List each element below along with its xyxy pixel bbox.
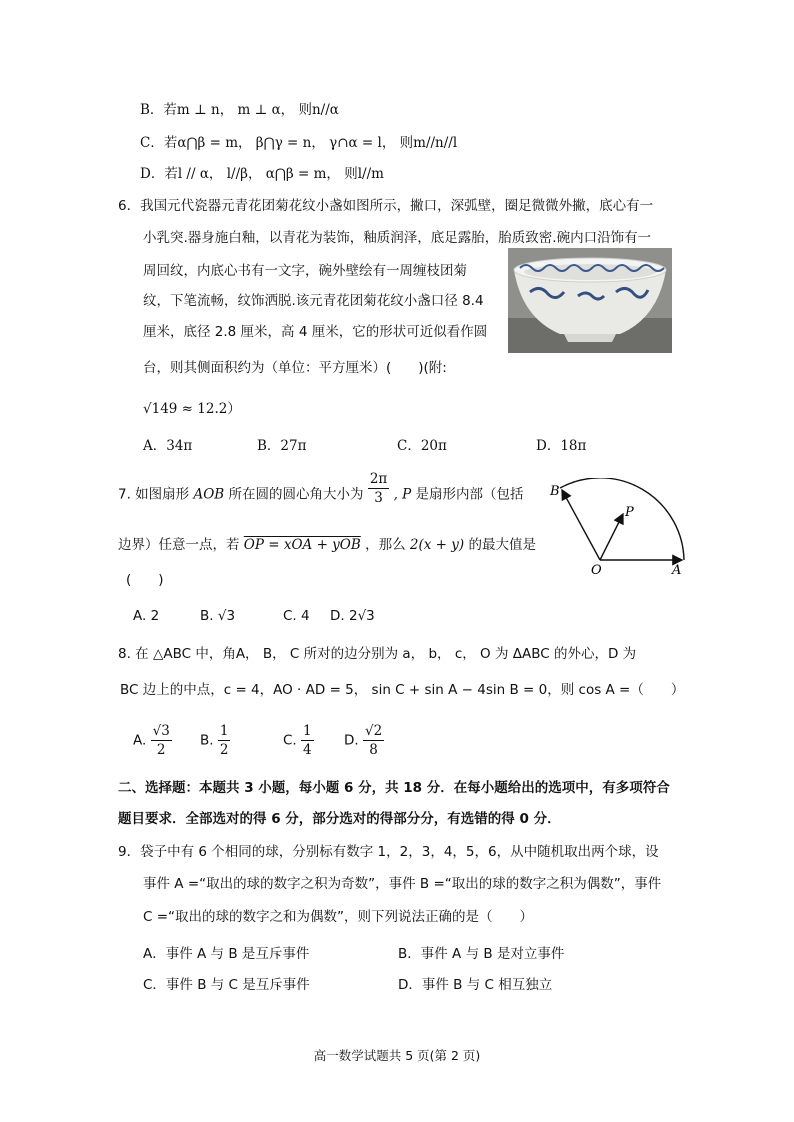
q7-option-c: C. 4 [283, 608, 310, 624]
q8-option-b [200, 722, 230, 759]
q9-line2: 事件 A =“取出的球的数字之积为奇数”，事件 B =“取出的球的数字之积为偶数”，事件 [143, 876, 662, 892]
q6-line5: 厘米，底径 2.8 厘米，高 4 厘米，它的形状可近似看作圆 [143, 324, 488, 340]
section2-line1: 二、选择题：本题共 3 小题，每小题 6 分，共 18 分．在每小题给出的选项中，有多项符合 [118, 780, 670, 796]
q8-option-a-label: A. [133, 732, 147, 749]
q7-text-e: 是扇形内部（包括 [415, 486, 524, 503]
q8-option-d-fraction [363, 722, 384, 759]
q7-sector-name: AOB [193, 486, 225, 503]
q9-option-a: A．事件 A 与 B 是互斥事件 [143, 946, 310, 962]
q7-text-a: 7. 如图扇形 [118, 486, 190, 503]
q5-option-b: B．若m ⊥ n， m ⊥ α， 则n//α [140, 102, 339, 118]
q8-option-a-fraction [151, 722, 172, 759]
q7-angle-denominator: 3 [374, 490, 383, 506]
q7-option-b: B. √3 [200, 608, 236, 624]
q8-option-a-num: √3 [152, 723, 170, 739]
q7-angle-numerator: 2π [369, 471, 388, 487]
q9-line1: 9．袋子中有 6 个相同的球，分别标有数字 1，2，3，4，5，6，从中随机取出两个球，设 [118, 844, 659, 860]
q6-option-d: D．18π [536, 438, 587, 454]
q9-option-d: D．事件 B 与 C 相互独立 [398, 977, 553, 993]
q8-option-b-num: 1 [219, 723, 229, 739]
q9-line3: C =“取出的球的数字之和为偶数”，则下列说法正确的是（ ） [143, 909, 534, 925]
q7-vector-equation: OP = xOA + yOB [243, 537, 361, 553]
vector-op [600, 514, 623, 560]
q8-option-d-num: √2 [364, 723, 383, 739]
q8-option-c [283, 722, 314, 759]
q8-option-d [344, 722, 384, 759]
q7-line3: ( ) [126, 572, 164, 588]
q7-expression: 2(x + y) [409, 537, 465, 553]
q8-option-d-den: 8 [369, 742, 378, 758]
q6-option-c: C．20π [397, 438, 447, 454]
q7-point-p: , P [393, 486, 412, 503]
q6-line4: 纹，下笔流畅，纹饰洒脱.该元青花团菊花纹小盏口径 8.4 [143, 293, 484, 309]
q7-text-2e: 的最大值是 [468, 537, 536, 553]
q7-text-c: 所在圆的圆心角大小为 [228, 486, 364, 503]
q6-line3: 周回纹，内底心书有一文字，碗外壁绘有一周缠枝团菊 [143, 263, 467, 279]
q7-line2 [118, 535, 536, 555]
q7-angle-fraction [368, 470, 389, 507]
q7-text-2a: 边界）任意一点，若 [118, 537, 240, 553]
q6-line2: 小乳突.器身施白釉，以青花为装饰，釉质润泽，底足露胎，胎质致密.碗内口沿饰有一 [143, 230, 652, 246]
q8-line2: BC 边上的中点，c = 4，AO · AD = 5， sin C + sin A − 4sin B = 0，则 cos A =（ ） [120, 682, 685, 698]
q9-option-c: C．事件 B 与 C 是互斥事件 [143, 977, 310, 993]
q6-option-a: A．34π [143, 438, 193, 454]
section2-line2: 题目要求．全部选对的得 6 分，部分选对的得部分分，有选错的得 0 分． [118, 811, 561, 827]
q7-text-2c: ，那么 [365, 537, 406, 553]
q5-option-d: D．若l // α， l//β， α⋂β = m， 则l//m [140, 166, 384, 182]
label-b: B [550, 484, 560, 499]
q6-line6: 台，则其侧面积约为（单位：平方厘米）( )(附: [143, 360, 447, 376]
q8-option-a-den: 2 [156, 742, 166, 758]
q8-line1: 8. 在 △ABC 中，角A， B， C 所对的边分别为 a， b， c， O 为 ΔABC 的外心，D 为 [118, 646, 637, 662]
q8-option-c-den: 4 [303, 742, 312, 758]
q5-option-c: C．若α⋂β = m， β⋂γ = n， γ∩α = l， 则m//n//l [140, 135, 458, 151]
q8-option-d-label: D. [344, 732, 359, 749]
label-p: P [625, 505, 634, 520]
sector-arc [560, 478, 684, 560]
page-footer: 高一数学试题共 5 页(第 2 页) [313, 1048, 481, 1063]
q8-option-b-label: B. [200, 732, 214, 749]
q8-option-a [133, 722, 172, 759]
q7-option-d: D. 2√3 [330, 608, 375, 624]
q6-line1: 6．我国元代瓷器元青花团菊花纹小盏如图所示，撇口，深弧壁，圈足微微外撇，底心有一 [118, 198, 654, 214]
sector-diagram [540, 478, 700, 578]
q6-option-b: B．27π [257, 438, 307, 454]
q8-option-c-label: C. [283, 732, 297, 749]
q8-option-b-den: 2 [219, 742, 229, 758]
q7-option-a: A. 2 [133, 608, 160, 624]
q8-option-c-fraction [301, 722, 314, 759]
label-o: O [591, 563, 602, 578]
q9-option-b: B．事件 A 与 B 是对立事件 [398, 946, 565, 962]
q8-option-c-num: 1 [303, 723, 312, 739]
bowl-photo [508, 248, 672, 353]
q8-option-b-fraction [218, 722, 231, 759]
label-a: A [672, 563, 682, 578]
q6-line7: √149 ≈ 12.2） [143, 401, 241, 417]
vector-ob [562, 490, 600, 560]
